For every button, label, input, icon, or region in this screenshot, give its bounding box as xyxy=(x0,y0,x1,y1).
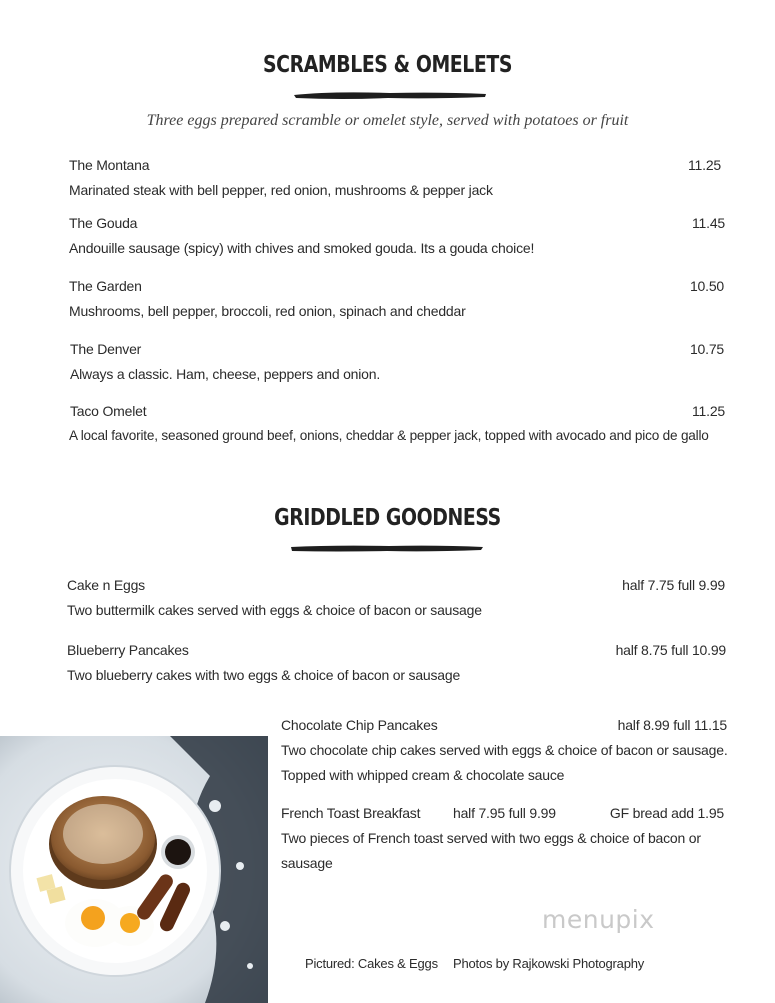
menu-item-description: Mushrooms, bell pepper, broccoli, red onion, spinach and cheddar xyxy=(69,303,466,319)
menu-item-description: Two pieces of French toast served with two eggs & choice of bacon or xyxy=(281,830,701,846)
menu-item-price: 11.25 xyxy=(688,157,721,173)
menu-item-price: half 8.99 full 11.15 xyxy=(617,717,727,733)
menu-item-name: The Garden xyxy=(69,278,142,294)
section-title-scrambles: SCRAMBLES & OMELETS xyxy=(263,52,512,78)
menu-item-price: half 7.75 full 9.99 xyxy=(622,577,725,593)
photo-caption: Pictured: Cakes & Eggs xyxy=(305,956,438,971)
menu-item-description: Always a classic. Ham, cheese, peppers and onion. xyxy=(70,366,381,382)
menu-item-description: Andouille sausage (spicy) with chives and smoked gouda. Its a gouda choice! xyxy=(69,240,535,256)
menu-item-price: half 7.95 full 9.99 xyxy=(453,805,556,821)
menu-item-description: A local favorite, seasoned ground beef, onions, cheddar & pepper jack, topped with avocado and pico de gallo xyxy=(69,428,709,443)
menu-item-price: 11.25 xyxy=(692,403,725,419)
brush-divider xyxy=(289,543,485,553)
menu-item-description: Two blueberry cakes with two eggs & choice of bacon or sausage xyxy=(67,667,461,683)
menu-item-price: 10.75 xyxy=(689,341,724,357)
section-subtitle: Three eggs prepared scramble or omelet style, served with potatoes or fruit xyxy=(146,112,629,129)
menu-item-name: Taco Omelet xyxy=(70,403,147,419)
menu-item-price: 10.50 xyxy=(689,278,724,294)
menu-item-description: Marinated steak with bell pepper, red onion, mushrooms & pepper jack xyxy=(69,182,493,198)
menu-item-name: The Denver xyxy=(70,341,142,357)
menu-item-description: Topped with whipped cream & chocolate sauce xyxy=(281,767,565,783)
menu-item-description: Two buttermilk cakes served with eggs & choice of bacon or sausage xyxy=(67,602,482,618)
menu-item-name: The Montana xyxy=(69,157,150,173)
menu-item-name: Cake n Eggs xyxy=(67,577,145,593)
menu-item-name: French Toast Breakfast xyxy=(281,805,421,821)
menu-item-price: 11.45 xyxy=(692,215,725,231)
menu-item-description: sausage xyxy=(281,855,333,871)
pancake-photo xyxy=(0,736,268,1003)
menupix-watermark: menupix xyxy=(542,905,655,934)
brush-divider xyxy=(292,90,488,100)
menu-item-description: Two chocolate chip cakes served with eggs & choice of bacon or sausage. xyxy=(281,742,728,758)
section-title-griddled: GRIDDLED GOODNESS xyxy=(274,505,501,531)
menu-item-extra-price: GF bread add 1.95 xyxy=(609,805,724,821)
menu-item-price: half 8.75 full 10.99 xyxy=(615,642,726,658)
menu-item-name: Chocolate Chip Pancakes xyxy=(281,717,438,733)
menu-item-name: Blueberry Pancakes xyxy=(67,642,189,658)
photo-credit: Photos by Rajkowski Photography xyxy=(453,956,645,971)
menu-item-name: The Gouda xyxy=(69,215,138,231)
